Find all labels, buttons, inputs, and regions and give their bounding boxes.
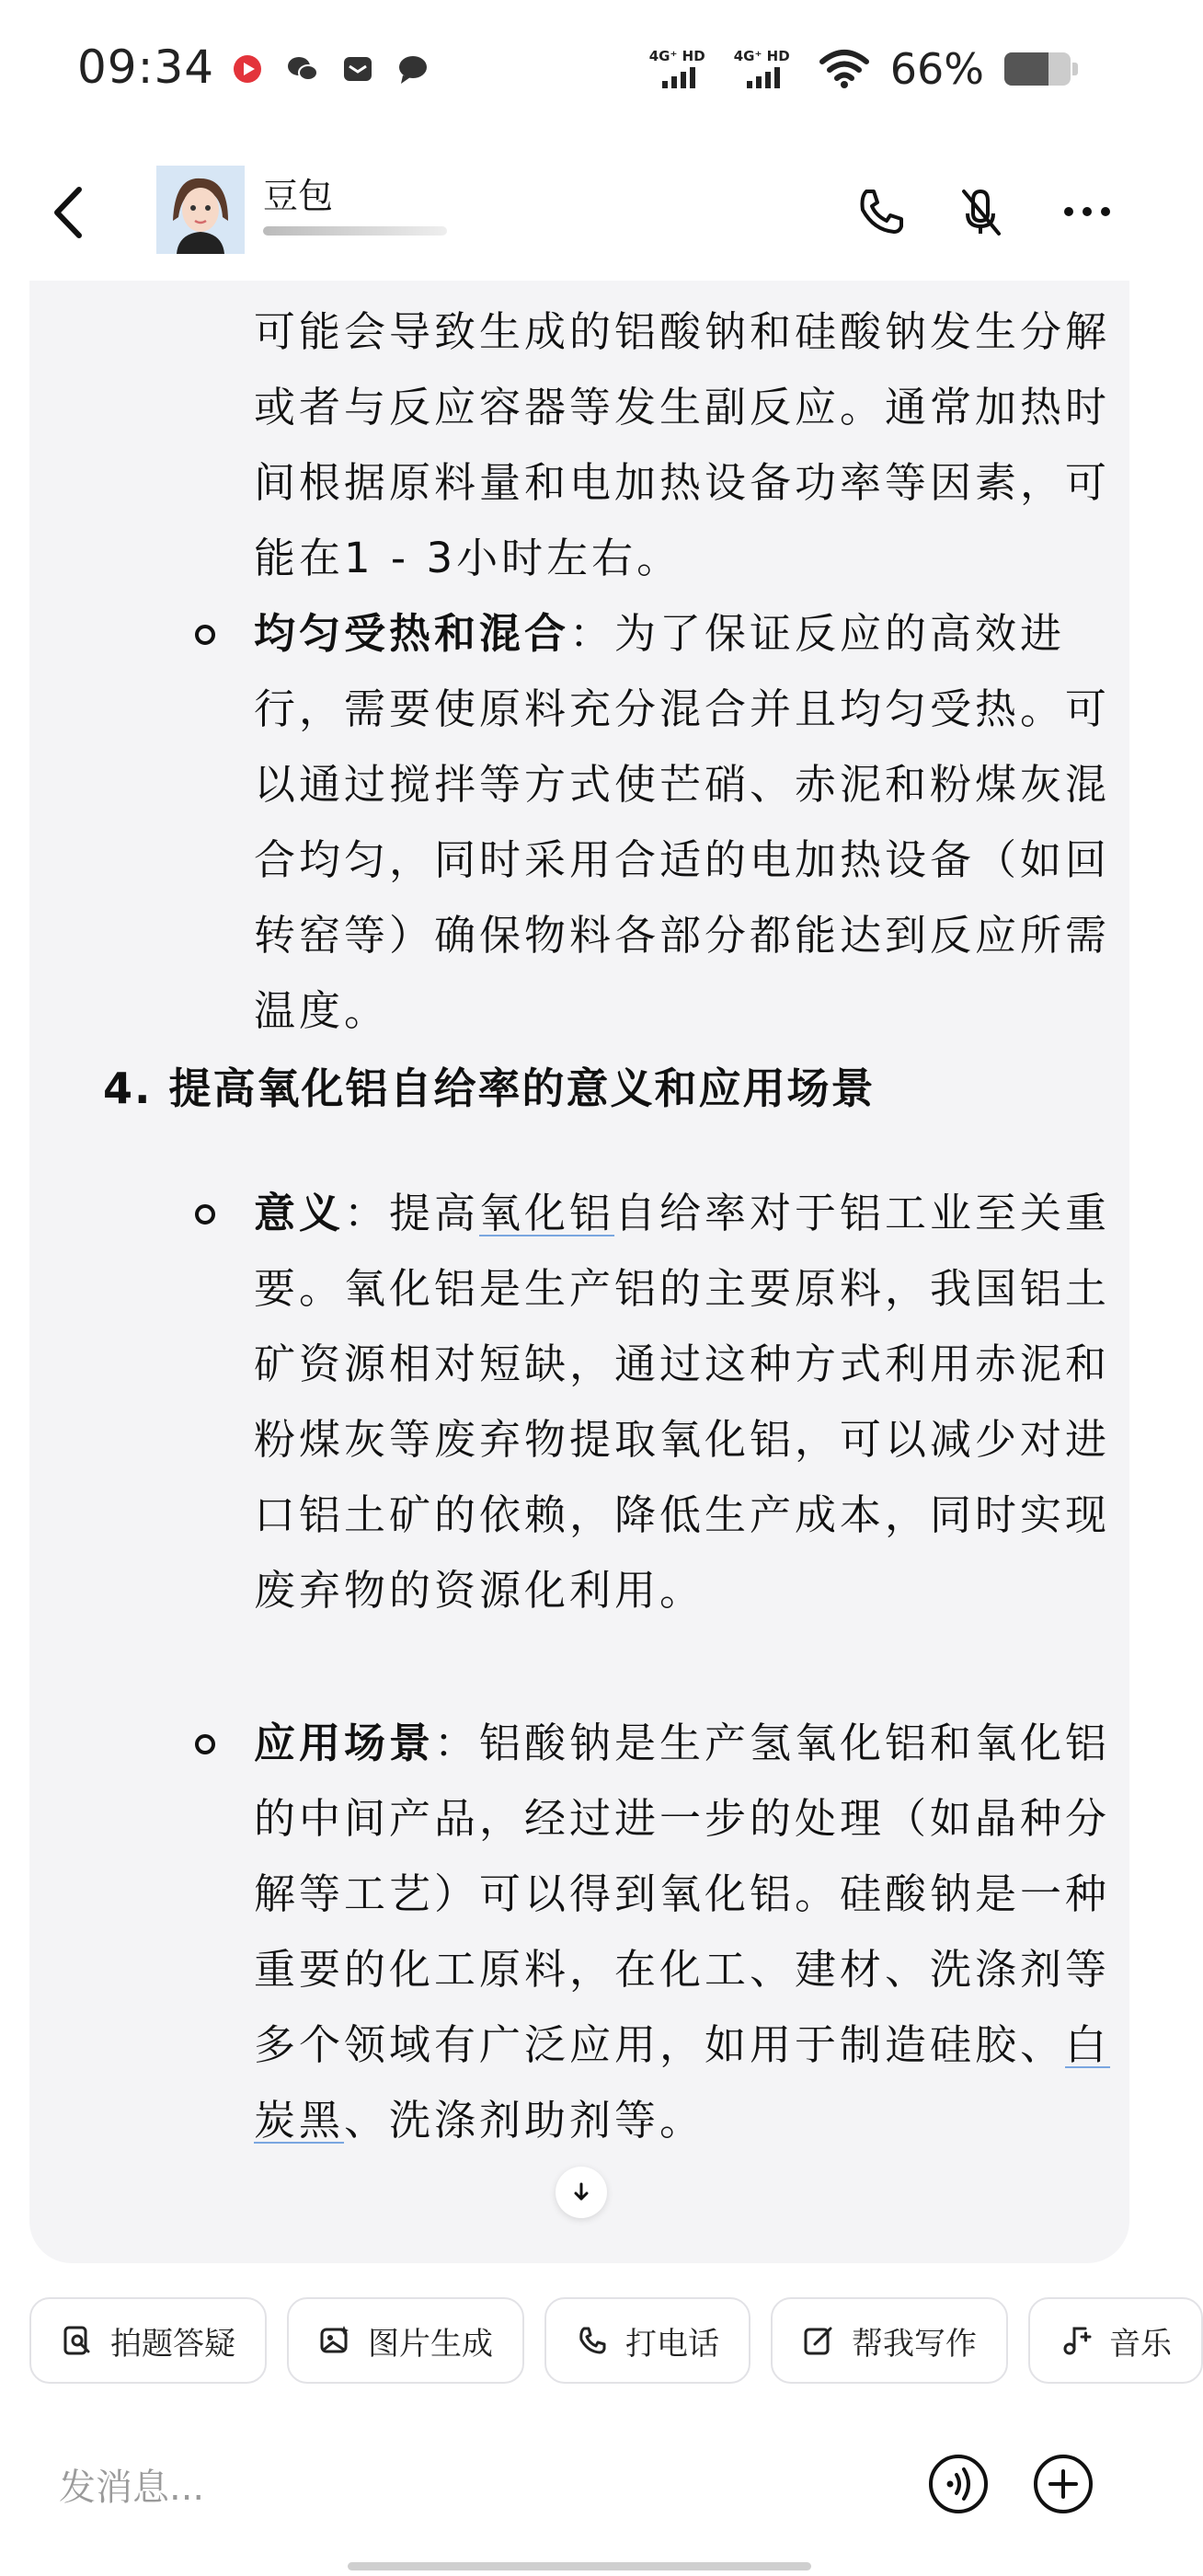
bullet-marker: [195, 1204, 215, 1225]
chat-header: [0, 147, 1159, 276]
quick-actions: [29, 2297, 1203, 2384]
arrow-down-icon: [569, 2180, 593, 2204]
scroll-to-bottom-button[interactable]: [556, 2167, 607, 2218]
chip-label: 帮我写作: [852, 2325, 977, 2363]
write-icon: [802, 2324, 835, 2357]
list-item-mixing: [254, 596, 1132, 1049]
list-item-text: 自给率对于铝工业至关重要。氧化铝是生产铝的主要原料，我国铝土矿资源相对短缺，通过这种方式利用赤泥和粉煤灰等废弃物提取氧化铝，可以减少对进口铝土矿的依赖，降低生产成本，同时实现废弃物的资源化利用。: [254, 1189, 1111, 1615]
list-item-text: 、洗涤剂助剂等。: [344, 2096, 705, 2145]
bot-name: 豆包: [263, 176, 334, 216]
term-link-alumina[interactable]: 氧化铝: [479, 1189, 615, 1237]
network-label-2: 4G⁺ HD: [733, 48, 790, 64]
music-icon: [1060, 2324, 1093, 2357]
status-bar: [0, 0, 1159, 147]
bot-subtitle: [263, 226, 447, 236]
message-card: [29, 281, 1129, 2263]
chip-label: 图片生成: [368, 2325, 493, 2363]
clock: 09:34: [77, 40, 215, 94]
chat-bubble-icon: [395, 52, 430, 86]
network-label-1: 4G⁺ HD: [648, 48, 705, 64]
list-item-text: ：提高: [344, 1189, 480, 1237]
photo-question-icon: [61, 2324, 94, 2357]
phone-icon: [576, 2324, 609, 2357]
battery-percent: 66%: [889, 44, 984, 94]
notification-icons: [230, 52, 430, 86]
list-item-text: ：为了保证反应的高效进行，需要使原料充分混合并且均匀受热。可以通过搅拌等方式使芒硝、赤泥和粉煤灰混合均匀，同时采用合适的电加热设备（如回转窑等）确保物料各部分都能达到反应所需温度。: [254, 609, 1111, 1035]
plus-icon[interactable]: [1032, 2453, 1094, 2515]
chip-phone-call[interactable]: [544, 2297, 750, 2384]
voice-icon[interactable]: [927, 2453, 990, 2515]
list-item-title: 应用场景: [254, 1719, 435, 1767]
list-item-significance: [254, 1176, 1132, 1628]
chip-help-write[interactable]: [771, 2297, 1008, 2384]
mute-icon[interactable]: [953, 184, 1008, 239]
chip-photo-question[interactable]: [29, 2297, 267, 2384]
system-indicators: [649, 44, 1071, 94]
list-item-title: 均匀受热和混合: [254, 609, 570, 658]
wechat-icon: [285, 52, 320, 86]
signal-1: [649, 48, 714, 90]
notification-icon: [340, 52, 375, 86]
message-input-bar: [0, 2429, 1159, 2539]
more-icon[interactable]: [1060, 184, 1115, 239]
list-item-title: 意义: [254, 1189, 345, 1237]
avatar[interactable]: [156, 166, 245, 254]
home-indicator[interactable]: [348, 2562, 811, 2570]
paragraph-heating-time: 可能会导致生成的铝酸钠和硅酸钠发生分解或者与反应容器等发生副反应。通常加热时间根据原料量和电加热设备功率等因素，可能在1 - 3小时左右。: [254, 307, 1111, 582]
screen-record-icon: [230, 52, 265, 86]
image-generate-icon: [318, 2324, 351, 2357]
bullet-marker: [195, 625, 215, 645]
term-link-white-carbon-black[interactable]: 白炭黑: [254, 2020, 1111, 2145]
chip-label: 拍题答疑: [110, 2325, 235, 2363]
chip-label: 打电话: [625, 2325, 719, 2363]
chip-image-generate[interactable]: [287, 2297, 524, 2384]
list-item-text: ：铝酸钠是生产氢氧化铝和氧化铝的中间产品，经过进一步的处理（如晶种分解等工艺）可以得到氧化铝。硅酸钠是一种重要的化工原料，在化工、建材、洗涤剂等多个领域有广泛应用，如用于制造硅胶、: [254, 1719, 1111, 2069]
bullet-marker: [195, 1734, 215, 1754]
list-item-applications: [254, 1706, 1132, 2158]
wifi-icon: [819, 49, 870, 89]
battery-icon: [1004, 52, 1071, 86]
signal-2: [734, 48, 798, 90]
section-heading: 4. 提高氧化铝自给率的意义和应用场景: [103, 1064, 876, 1113]
message-input[interactable]: 发消息...: [59, 2467, 205, 2509]
back-icon[interactable]: [42, 180, 97, 245]
chip-music[interactable]: [1028, 2297, 1203, 2384]
chip-label: 音乐: [1109, 2325, 1172, 2363]
avatar-image: [156, 166, 245, 254]
phone-icon[interactable]: [854, 184, 909, 239]
